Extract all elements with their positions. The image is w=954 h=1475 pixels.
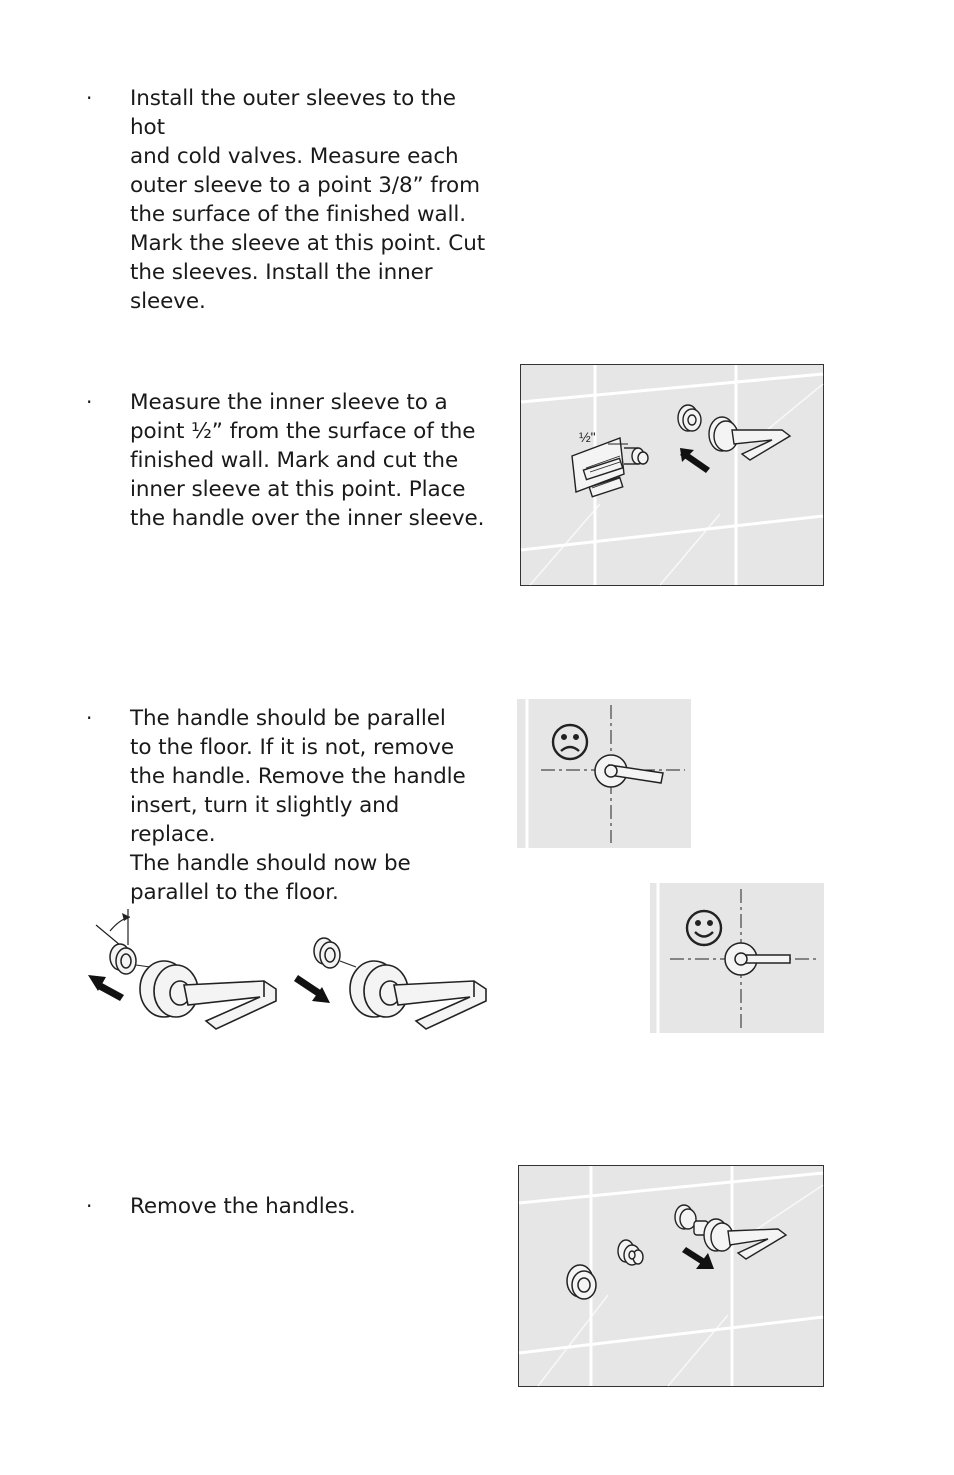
figure-handle-insert bbox=[84, 905, 494, 1035]
bullet: · bbox=[86, 1194, 93, 1218]
step-text: Install the outer sleeves to the hot and cold valves. Measure each outer sleeve to a point 3/8” from the surface of the finished wall. Mark the sleeve at this point. Cut the sleeves. Install the inner sleeve. bbox=[130, 86, 486, 314]
figure-place-handle bbox=[520, 364, 824, 586]
step-text: The handle should be parallel to the floor. If it is not, remove the handle. Remove the handle insert, turn it slightly and replace. The handle should now be parallel to the floor. bbox=[130, 706, 466, 905]
bullet: · bbox=[86, 390, 93, 414]
step-text: Measure the inner sleeve to a point ½” from the surface of the finished wall. Mark and cut the inner sleeve at this point. Place the handle over the inner sleeve. bbox=[130, 390, 485, 531]
bullet: · bbox=[86, 706, 93, 730]
figure-handle-not-parallel bbox=[517, 699, 691, 848]
figure-handle-parallel bbox=[650, 883, 824, 1033]
step-text: Remove the handles. bbox=[130, 1194, 356, 1219]
bullet: · bbox=[86, 86, 93, 110]
figure-remove-handles bbox=[518, 1165, 824, 1387]
measure-label: ½" bbox=[579, 429, 596, 445]
